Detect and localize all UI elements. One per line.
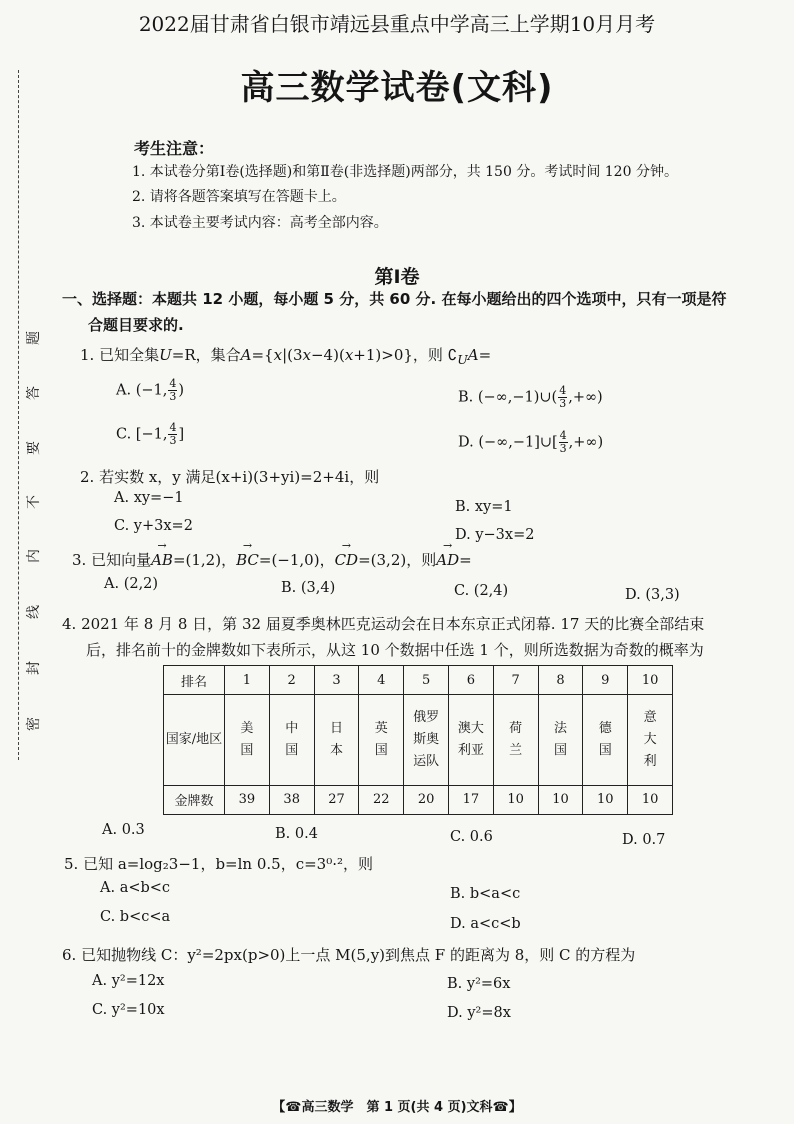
table-cell: 10: [628, 785, 673, 814]
table-cell: 美 国: [225, 695, 270, 785]
question-6-option-a: A. y²=12x: [92, 973, 165, 989]
question-2-option-c: C. y+3x=2: [114, 518, 193, 534]
page-footer: 【☎高三数学 第 1 页(共 4 页)文科☎】: [272, 1100, 522, 1115]
binding-char: 密: [26, 717, 42, 731]
table-cell: 27: [314, 785, 359, 814]
question-6-stem: 6. 已知抛物线 C：y²=2px(p>0)上一点 M(5,y)到焦点 F 的距离为 8，则 C 的方程为: [62, 946, 636, 964]
section-instruction-cont: 合题目要求的.: [88, 316, 184, 334]
binding-dashed-line: [18, 70, 19, 760]
table-cell: 10: [493, 785, 538, 814]
question-4-stem-line2: 后，排名前十的金牌数如下表所示，从这 10 个数据中任选 1 个，则所选数据为奇数的概率为: [86, 641, 704, 659]
table-cell: 英 国: [359, 695, 404, 785]
table-cell: 20: [404, 785, 449, 814]
table-cell: 39: [225, 785, 270, 814]
question-6-option-c: C. y²=10x: [92, 1002, 165, 1018]
table-cell: 7: [493, 666, 538, 695]
table-cell: 17: [448, 785, 493, 814]
question-4-option-b: B. 0.4: [275, 826, 318, 842]
table-cell: 2: [269, 666, 314, 695]
question-4-option-d: D. 0.7: [622, 832, 666, 848]
question-2-stem: 2. 若实数 x，y 满足(x+i)(3+yi)=2+4i，则: [80, 468, 380, 486]
table-cell: 22: [359, 785, 404, 814]
table-cell: 荷 兰: [493, 695, 538, 785]
table-cell: 意 大 利: [628, 695, 673, 785]
question-3-option-c: C. (2,4): [454, 583, 509, 599]
table-cell: 中 国: [269, 695, 314, 785]
question-4-option-c: C. 0.6: [450, 829, 493, 845]
table-cell: 8: [538, 666, 583, 695]
binding-char: 内: [26, 549, 42, 563]
table-row-country: [164, 695, 673, 785]
table-header-rank: 排名: [164, 666, 225, 695]
exam-subtitle: 2022届甘肃省白银市靖远县重点中学高三上学期10月月考: [138, 12, 656, 36]
table-row-rank: [164, 666, 673, 695]
binding-char: 答: [26, 386, 42, 400]
part-title: 第Ⅰ卷: [374, 266, 420, 288]
question-1-option-b: B. (−∞,−1)∪( $\frac{4}{3}$ ,+∞): [458, 384, 603, 410]
binding-char: 线: [26, 605, 42, 619]
notice-item: 1. 本试卷分第Ⅰ卷(选择题)和第Ⅱ卷(非选择题)两部分，共 150 分。考试时间 120 分钟。: [132, 164, 678, 180]
table-cell: 10: [583, 785, 628, 814]
table-cell: 4: [359, 666, 404, 695]
question-1-stem: 1. 已知全集U=R，集合A={x|(3x−4)(x+1)>0}，则 $∁_UA=$: [80, 346, 492, 367]
table-cell: 9: [583, 666, 628, 695]
section-instruction: 一、选择题：本题共 12 小题，每小题 5 分，共 60 分. 在每小题给出的四个选项中，只有一项是符: [62, 290, 727, 308]
table-cell: 1: [225, 666, 270, 695]
question-4-stem-line1: 4. 2021 年 8 月 8 日，第 32 届夏季奥林匹克运动会在日本东京正式闭幕. 17 天的比赛全部结束: [62, 615, 705, 633]
question-5-option-d: D. a<c<b: [450, 916, 521, 932]
table-cell: 5: [404, 666, 449, 695]
question-3-option-b: B. (3,4): [281, 580, 336, 596]
question-2-option-d: D. y−3x=2: [455, 527, 535, 543]
table-cell: 日 本: [314, 695, 359, 785]
question-3-option-a: A. (2,2): [104, 576, 159, 592]
table-cell: 俄罗 斯奥 运队: [404, 695, 449, 785]
table-cell: 10: [538, 785, 583, 814]
question-1-option-a: A. (−1, $\frac{4}{3}$ ): [116, 377, 185, 403]
table-header-medals: 金牌数: [164, 785, 225, 814]
question-4-option-a: A. 0.3: [102, 822, 145, 838]
question-2-option-b: B. xy=1: [455, 499, 513, 515]
table-cell: 法 国: [538, 695, 583, 785]
table-cell: 澳大 利亚: [448, 695, 493, 785]
binding-char: 题: [26, 331, 42, 345]
question-6-option-d: D. y²=8x: [447, 1005, 511, 1021]
question-5-option-a: A. a<b<c: [100, 880, 171, 896]
notice-title: 考生注意：: [134, 139, 215, 158]
question-1-option-c: C. [−1, $\frac{4}{3}$ ]: [116, 421, 185, 447]
table-cell: 3: [314, 666, 359, 695]
binding-strip: [0, 0, 46, 1124]
notice-item: 2. 请将各题答案填写在答题卡上。: [132, 189, 346, 205]
table-cell: 德 国: [583, 695, 628, 785]
gold-medal-table: [163, 665, 673, 815]
binding-char: 要: [26, 441, 42, 455]
question-5-stem: 5. 已知 a=log₂3−1，b=ln 0.5，c=3⁰·²，则: [64, 855, 374, 873]
binding-char: 封: [26, 661, 42, 675]
question-2-option-a: A. xy=−1: [114, 490, 184, 506]
notice-item: 3. 本试卷主要考试内容：高考全部内容。: [132, 215, 388, 231]
question-1-option-d: D. (−∞,−1]∪[ $\frac{4}{3}$ ,+∞): [458, 429, 604, 455]
question-3-option-d: D. (3,3): [625, 587, 680, 603]
question-3-stem: 3. 已知向量→ AB=(1,2)，→ BC=(−1,0)，→ CD=(3,2)，则→ AD=: [72, 549, 472, 570]
table-header-country: 国家/地区: [164, 695, 225, 785]
question-5-option-b: B. b<a<c: [450, 886, 521, 902]
question-6-option-b: B. y²=6x: [447, 976, 511, 992]
table-cell: 6: [448, 666, 493, 695]
exam-title: 高三数学试卷(文科): [240, 68, 554, 108]
question-5-option-c: C. b<c<a: [100, 909, 171, 925]
binding-char: 不: [26, 495, 42, 509]
table-row-medals: [164, 785, 673, 814]
table-cell: 10: [628, 666, 673, 695]
table-cell: 38: [269, 785, 314, 814]
